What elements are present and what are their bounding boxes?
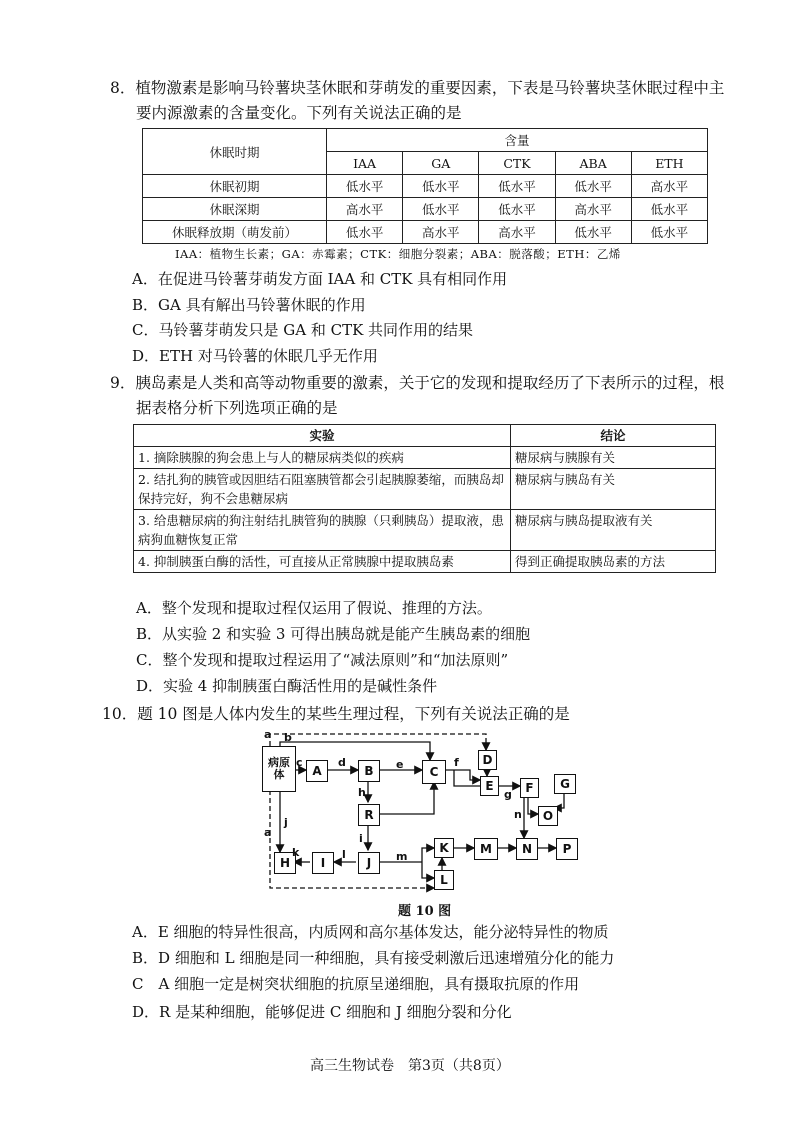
value-cell: 低水平 <box>479 198 555 221</box>
content-header: 含量 <box>327 129 708 152</box>
node-h: H <box>274 852 296 874</box>
q8-option-c[interactable]: C．马铃薯芽萌发只是 GA 和 CTK 共同作用的结果 <box>132 321 474 339</box>
conclusion-cell: 糖尿病与胰岛有关 <box>511 469 716 510</box>
table-row <box>134 469 716 510</box>
node-l: L <box>434 870 454 890</box>
q9-option-d[interactable]: D．实验 4 抑制胰蛋白酶活性用的是碱性条件 <box>136 677 438 695</box>
arrow-label-h: h <box>358 786 366 799</box>
page-footer: 高三生物试卷 第3页（共8页） <box>310 1058 510 1074</box>
experiment-header: 实验 <box>134 425 511 447</box>
value-cell: 低水平 <box>479 175 555 198</box>
node-r: R <box>358 804 380 826</box>
insulin-table <box>133 424 716 573</box>
hormone-table <box>142 128 708 244</box>
arrow-label-b: b <box>284 731 292 744</box>
node-d: D <box>478 750 497 770</box>
pathogen-node: 病原体 <box>262 746 296 792</box>
arrow-label-a: a <box>264 728 272 741</box>
arrow-label-k: k <box>292 846 300 859</box>
q9-stem-line2: 据表格分析下列选项正确的是 <box>136 399 338 417</box>
table-row <box>143 198 708 221</box>
q9-option-b[interactable]: B．从实验 2 和实验 3 可得出胰岛就是能产生胰岛素的细胞 <box>136 625 531 643</box>
value-cell: 低水平 <box>555 221 631 244</box>
q9-option-a[interactable]: A．整个发现和提取过程仅运用了假说、推理的方法。 <box>136 599 492 617</box>
period-cell: 休眠深期 <box>143 198 327 221</box>
arrow-label-l: l <box>342 848 346 861</box>
value-cell: 低水平 <box>555 175 631 198</box>
node-o: O <box>538 806 558 826</box>
node-k: K <box>434 838 454 858</box>
experiment-cell: 2. 结扎狗的胰管或因胆结石阻塞胰管都会引起胰腺萎缩，而胰岛却保持完好，狗不会患糖尿病 <box>134 469 511 510</box>
table-row <box>134 551 716 573</box>
experiment-cell: 4. 抑制胰蛋白酶的活性，可直接从正常胰腺中提取胰岛素 <box>134 551 511 573</box>
node-b: B <box>358 760 380 782</box>
arrow-label-e: e <box>396 758 404 771</box>
q10-option-b[interactable]: B．D 细胞和 L 细胞是同一种细胞，具有接受刺激后迅速增殖分化的能力 <box>132 949 615 967</box>
experiment-cell: 1. 摘除胰腺的狗会患上与人的糖尿病类似的疾病 <box>134 447 511 469</box>
value-cell: 高水平 <box>327 198 403 221</box>
value-cell: 高水平 <box>631 175 707 198</box>
node-g: G <box>554 774 576 794</box>
q10-stem: 10．题 10 图是人体内发生的某些生理过程，下列有关说法正确的是 <box>102 705 570 723</box>
node-j: J <box>358 852 380 874</box>
q10-option-a[interactable]: A．E 细胞的特异性很高，内质网和高尔基体发达，能分泌特异性的物质 <box>132 923 609 941</box>
node-i: I <box>312 852 334 874</box>
value-cell: 低水平 <box>327 175 403 198</box>
table-row <box>143 221 708 244</box>
conclusion-cell: 糖尿病与胰岛提取液有关 <box>511 510 716 551</box>
q8-option-d[interactable]: D．ETH 对马铃薯的休眠几乎无作用 <box>132 347 378 365</box>
hormone-header: ABA <box>555 152 631 175</box>
q8-stem-line1: 8．植物激素是影响马铃薯块茎休眠和芽萌发的重要因素，下表是马铃薯块茎休眠过程中主 <box>110 79 725 97</box>
q9-stem-line1: 9．胰岛素是人类和高等动物重要的激素，关于它的发现和提取经历了下表所示的过程，根 <box>110 374 725 392</box>
q10-option-c[interactable]: C A 细胞一定是树突状细胞的抗原呈递细胞，具有摄取抗原的作用 <box>132 975 580 993</box>
node-m: M <box>474 838 498 860</box>
value-cell: 高水平 <box>403 221 479 244</box>
node-c: C <box>422 760 446 784</box>
value-cell: 低水平 <box>403 198 479 221</box>
node-p: P <box>556 838 578 860</box>
q8-option-b[interactable]: B．GA 具有解出马铃薯休眠的作用 <box>132 296 366 314</box>
immune-process-diagram <box>258 728 588 896</box>
hormone-header: GA <box>403 152 479 175</box>
arrow-label-j: j <box>284 816 288 829</box>
conclusion-cell: 糖尿病与胰腺有关 <box>511 447 716 469</box>
arrow-label-c: c <box>296 756 303 769</box>
table-row <box>143 175 708 198</box>
q8-option-a[interactable]: A．在促进马铃薯芽萌发方面 IAA 和 CTK 具有相同作用 <box>132 270 508 288</box>
node-a: A <box>306 760 328 782</box>
hormone-header: CTK <box>479 152 555 175</box>
arrow-label-g: g <box>504 788 512 801</box>
value-cell: 低水平 <box>327 221 403 244</box>
arrow-label-a-lower: a <box>264 826 272 839</box>
node-f: F <box>520 778 539 798</box>
value-cell: 低水平 <box>631 221 707 244</box>
hormone-header: ETH <box>631 152 707 175</box>
period-cell: 休眠初期 <box>143 175 327 198</box>
arrow-label-d: d <box>338 756 346 769</box>
q10-option-d[interactable]: D．R 是某种细胞，能够促进 C 细胞和 J 细胞分裂和分化 <box>132 1003 512 1021</box>
q8-stem-line2: 要内源激素的含量变化。下列有关说法正确的是 <box>136 104 462 122</box>
table-row <box>134 510 716 551</box>
conclusion-header: 结论 <box>511 425 716 447</box>
value-cell: 低水平 <box>631 198 707 221</box>
experiment-cell: 3. 给患糖尿病的狗注射结扎胰管狗的胰腺（只剩胰岛）提取液，患病狗血糖恢复正常 <box>134 510 511 551</box>
period-header: 休眠时期 <box>143 129 327 175</box>
period-cell: 休眠释放期（萌发前） <box>143 221 327 244</box>
hormone-header: IAA <box>327 152 403 175</box>
arrow-label-m: m <box>396 850 408 863</box>
arrow-label-n: n <box>514 808 522 821</box>
arrow-label-i: i <box>359 832 363 845</box>
node-e: E <box>480 776 499 796</box>
arrow-label-f: f <box>454 756 459 769</box>
value-cell: 高水平 <box>479 221 555 244</box>
q9-option-c[interactable]: C．整个发现和提取过程运用了“减法原则”和“加法原则” <box>136 651 509 669</box>
table-row <box>134 447 716 469</box>
node-n: N <box>516 838 538 860</box>
hormone-note: IAA：植物生长素；GA：赤霉素；CTK：细胞分裂素；ABA：脱落酸；ETH：乙烯 <box>175 247 621 261</box>
value-cell: 低水平 <box>403 175 479 198</box>
figure-caption: 题 10 图 <box>398 904 452 919</box>
value-cell: 高水平 <box>555 198 631 221</box>
conclusion-cell: 得到正确提取胰岛素的方法 <box>511 551 716 573</box>
